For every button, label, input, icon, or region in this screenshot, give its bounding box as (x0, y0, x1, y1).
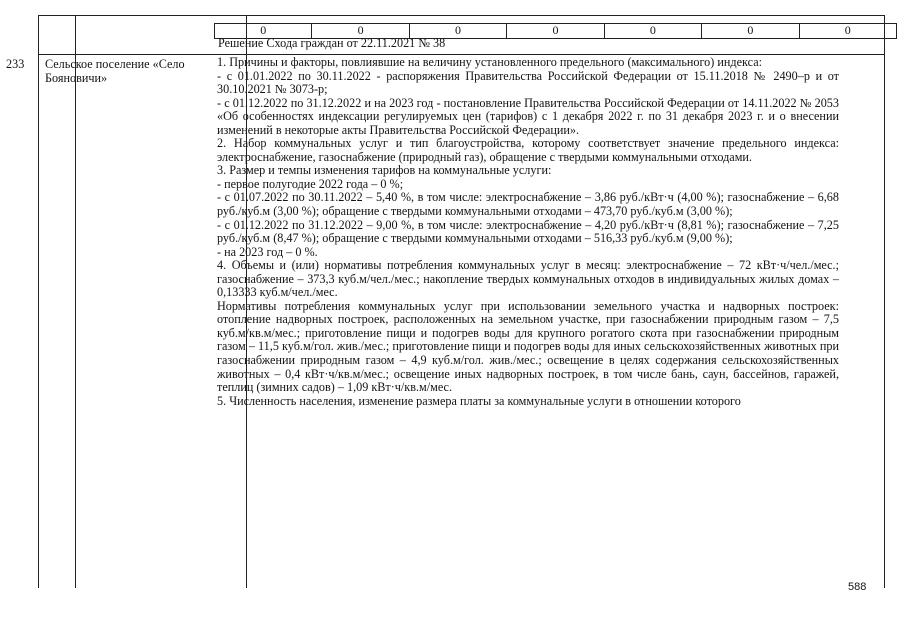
index-value-cell: 0 (702, 24, 799, 38)
index-value-cell: 0 (215, 24, 312, 38)
content-paragraph: - с 01.12.2022 по 31.12.2022 и на 2023 год - постановление Правительства Российской Федерации от 14.11.2022 № 2053 «Об особенностях индексации регулируемых цен (тарифов) с 1 декабря 2022 г. по 31 декабря 2023 г. и о внесении изменений в некоторые акты Правительства Российской Федерации». (217, 95, 839, 137)
content-paragraph: - с 01.12.2022 по 31.12.2022 – 9,00 %, в том числе: электроснабжение – 4,20 руб./кВт·ч (8,81 %); газоснабжение – 7,25 руб./куб.м (8,47 %); обращение с твердыми коммунальными отходами – 516,33 руб./куб.м (9,00 %); (217, 217, 839, 246)
content-paragraph: 2. Набор коммунальных услуг и тип благоустройства, которому соответствует значение предельного индекса: электроснабжение, газоснабжение (природный газ), обращение с твердыми коммунальными отходами. (217, 136, 839, 164)
index-value-cell: 0 (312, 24, 409, 38)
index-value-cell: 0 (844, 23, 851, 37)
assembly-decision-text: Решение Схода граждан от 22.11.2021 № 38 (218, 36, 446, 50)
page-number: 588 (848, 581, 867, 593)
content-paragraph: 4. Объемы и (или) нормативы потребления коммунальных услуг в месяц: электроснабжение – 72 кВт·ч/чел./мес.; газоснабжение – 373,3 куб.м/чел./мес.; накопление твердых коммунальных отходов в индивидуальных жилых домах – 0,13333 куб.м/чел./мес. (217, 258, 839, 300)
content-paragraph: Нормативы потребления коммунальных услуг при использовании земельного участка и надворных построек: отопление надворных построек, расположенных на земельном участке, при газоснабжении природным газом – 7,5 куб.м/кв.м/мес.; приготовление пищи и подогрев воды для крупного рогатого скота при газоснабжении природным газом – 11,5 куб.м/гол. жив./мес.; приготовление пищи и подогрев воды для иных сельскохозяйственных животных при газоснабжении природным газом – 4,9 куб.м/гол. жив./мес.; освещение в целях содержания сельскохозяйственных животных – 0,4 кВт·ч/кв.м/мес.; освещение иных надворных построек, в том числе бань, саун, бассейнов, гаражей, теплиц (зимних садов) – 1,09 кВт·ч/кв.м/мес. (217, 298, 839, 395)
index-value-cell: 0 (507, 24, 604, 38)
content-paragraph: - первое полугодие 2022 года – 0 %; (217, 176, 404, 191)
settlement-name: Сельское поселение «Село Бояновичи» (45, 57, 185, 85)
index-value-cell: 0 (605, 24, 702, 38)
content-paragraph: - с 01.01.2022 по 30.11.2022 - распоряжения Правительства Российской Федерации от 15.11.2018 № 2490–р и от 30.10.2021 № 3073-р; (217, 68, 839, 97)
content-paragraph: - на 2023 год – 0 %. (217, 244, 318, 259)
content-paragraph: 1. Причины и факторы, повлиявшие на величину установленного предельного (максимального) индекса: (217, 55, 763, 69)
content-paragraph: 5. Численность населения, изменение размера платы за коммунальные услуги в отношении которого (217, 393, 741, 408)
content-paragraph: - с 01.07.2022 по 30.11.2022 – 5,40 %, в том числе: электроснабжение – 3,86 руб./кВт·ч (4,00 %); газоснабжение – 6,68 руб./куб.м (3,00 %); обращение с твердыми коммунальными отходами – 473,70 руб./куб.м (3,00 %); (217, 190, 839, 219)
row-content (217, 56, 839, 408)
row-number: 233 (6, 57, 25, 71)
index-value-cell: 0 (410, 24, 507, 38)
column-divider-number (75, 16, 76, 588)
content-paragraph: 3. Размер и темпы изменения тарифов на коммунальные услуги: (217, 163, 552, 178)
